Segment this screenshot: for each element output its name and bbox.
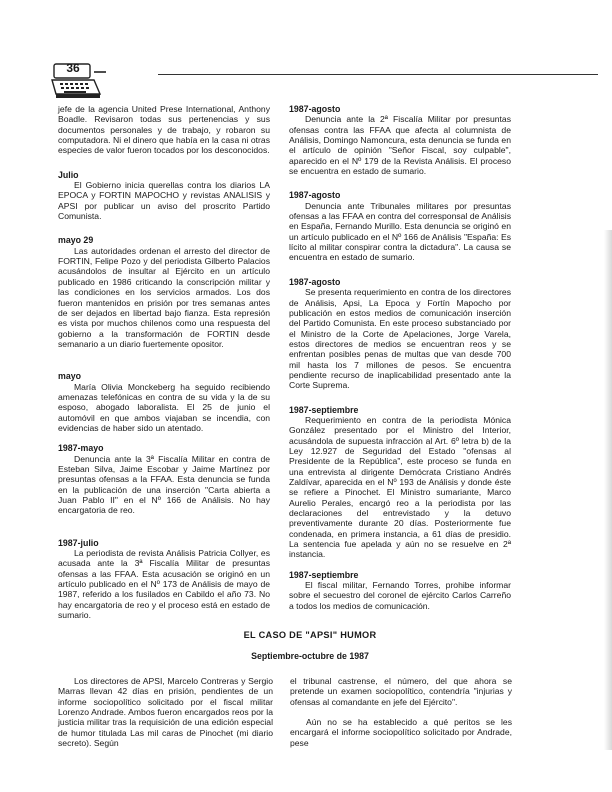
entry-body: Denuncia ante Tribunales militares por presuntas ofensas a las FFAA en contra del corresponsal de Análisis en España, Fernando Murillo. Esta denuncia se originó en un artículo publicado en el Nº 166 de Análisis "España: Es lícito al militar conspirar contra la dictadura". La causa se encuentra en estado de sumario. [289,200,511,263]
entry-body: La periodista de revista Análisis Patricia Collyer, es acusada ante la 3ª Fiscalía Militar de presuntas ofensas a las FFAA. Esta acusación se originó en un artículo publicado en el Nº 173 de Análisis de mayo de 1987, referido a los fusilados en Cabildo el año 73. No hay encargatoria de reo y el proceso está en estado de sumario. [58,548,270,621]
entry-heading: mayo 29 [58,235,94,246]
header-rule [158,74,598,75]
entry-heading: 1987-agosto [289,276,341,287]
entry-heading: 1987-septiembre [289,404,359,415]
right-column [289,104,511,611]
section-paragraph: el tribunal castrense, el número, del que ahora se pretende un examen sociopolítico, contendría "injurias y ofensas al comandante en jefe del Ejército". [290,676,512,707]
entry-body: María Olivia Monckeberg ha seguido recibiendo amenazas telefónicas en contra de su vida y la de su esposo, abogado laboralista. El 25 de junio el automóvil en que ambos viajaban se incendia, con evidencias de haber sido un atentado. [58,381,270,433]
entry-body: Requerimiento en contra de la periodista Mónica González presentado por el Ministro del Interior, acusándola de supuesta infracción al Art. 6º letra b) de la Ley 12.927 de Seguridad del Estado "ofensas al Presidente de la República", este proceso se funda en una entrevista al dirigente Demócrata Cristiano Andrés Zaldívar, aparecida en el Nº 193 de Análisis y donde éste se refiere a Pinochet. El Ministro sumariante, Marco Aurelio Perales, encargó reo a la periodista por las declaraciones del entrevistado y la detuvo preventivamente durante 20 días. Posteriormente fue condenada, en primera instancia, a 61 días de presidio. La sentencia fue apelada y aún no se resuelve en 2ª instancia. [289,414,511,560]
page-number: 36 [66,61,80,75]
entry-body: Se presenta requerimiento en contra de los directores de Análisis, Apsi, La Epoca y Fortín Mapocho por publicación en estos medios de comunicación inserción del Partido Comunista. En este proceso substanciado por el Ministro de la Corte de Apelaciones, Jorge Varela, estos directores de medios se encuentran reos y se enfrentan posibles penas de multas que van desde 700 mil hasta los 7 millones de pesos. Se encuentra pendiente recurso de inaplicabilidad presentado ante la Corte Suprema. [289,287,511,391]
entry-heading: Julio [58,169,79,180]
section-left-column [58,676,273,748]
entry-heading: 1987-agosto [289,190,341,201]
section-paragraph: Los directores de APSI, Marcelo Contreras y Sergio Marras llevan 42 días en prisión, pendientes de un informe sociopolítico solicitado por el fiscal militar Lorenzo Andrade. Ambos fueron encargados reos por la justicia militar tras la requisición de una edición especial de humor titulada Las mil caras de Pinochet (mi diario secreto). Según [58,676,273,749]
section-right-column [290,676,512,748]
left-column [58,104,270,620]
entry-body: El Gobierno inicia querellas contra los diarios LA EPOCA y FORTIN MAPOCHO y revistas ANALISIS y APSI por publicar un aviso del proscrito Partido Comunista. [58,180,270,222]
section-subtitle: Septiembre-octubre de 1987 [251,651,369,661]
section-title: EL CASO DE "APSI" HUMOR [243,630,377,640]
entry-heading: 1987-julio [58,537,99,548]
entry-heading: 1987-mayo [58,443,104,454]
continued-paragraph: jefe de la agencia United Prese International, Anthony Boadle. Revisaron todas sus pertenencias y sus documentos personales y de trabajo, y robaron su computadora. Ni el dinero que había en la casa ni otras especies de valor fueron tocados por los desconocidos. [58,104,270,156]
page-edge-shadow [604,230,612,750]
section-paragraph: Aún no se ha establecido a qué peritos se les encargará el informe sociopolítico solicitado por Andrade, pese [290,717,512,748]
entry-heading: mayo [58,371,81,382]
entry-body: El fiscal militar, Fernando Torres, prohibe informar sobre el secuestro del coronel de ejército Carlos Carreño a todos los medios de comunicación. [289,580,511,611]
entry-heading: 1987-septiembre [289,569,359,580]
entry-heading: 1987-agosto [289,104,341,114]
entry-body: Denuncia ante la 2ª Fiscalía Militar por presuntas ofensas contra las FFAA que afecta al columnista de Análisis, Domingo Namoncura, esta denuncia se funda en el artículo de opinión "Señor Fiscal, soy culpable", aparecido en el Nº 179 de la Revista Análisis. El proceso se encuentra en estado de sumario. [289,114,511,177]
entry-body: Denuncia ante la 3ª Fiscalía Militar en contra de Esteban Silva, Jaime Escobar y Jaime Martínez por presuntas ofensas a la FFAA. Esta denuncia se funda en la publicación de una inserción "Carta abierta a Juan Pablo II" en el Nº 166 de Análisis. No hay encargatoria de reo. [58,453,270,516]
entry-body: Las autoridades ordenan el arresto del director de FORTIN, Felipe Pozo y del periodista Gilberto Palacios acusándolos de insultar al Ejército en un artículo publicado en 1986 criticando la conscripción militar y las condiciones en los servicios armados. Los dos fueron mantenidos en prisión por tres semanas antes de ser dejados en libertad bajo fianza. Esta represión es vista por muchos chilenos como una respuesta del gobierno a la transformación de FORTIN desde semanario a un diario fuertemente opositor. [58,245,270,349]
